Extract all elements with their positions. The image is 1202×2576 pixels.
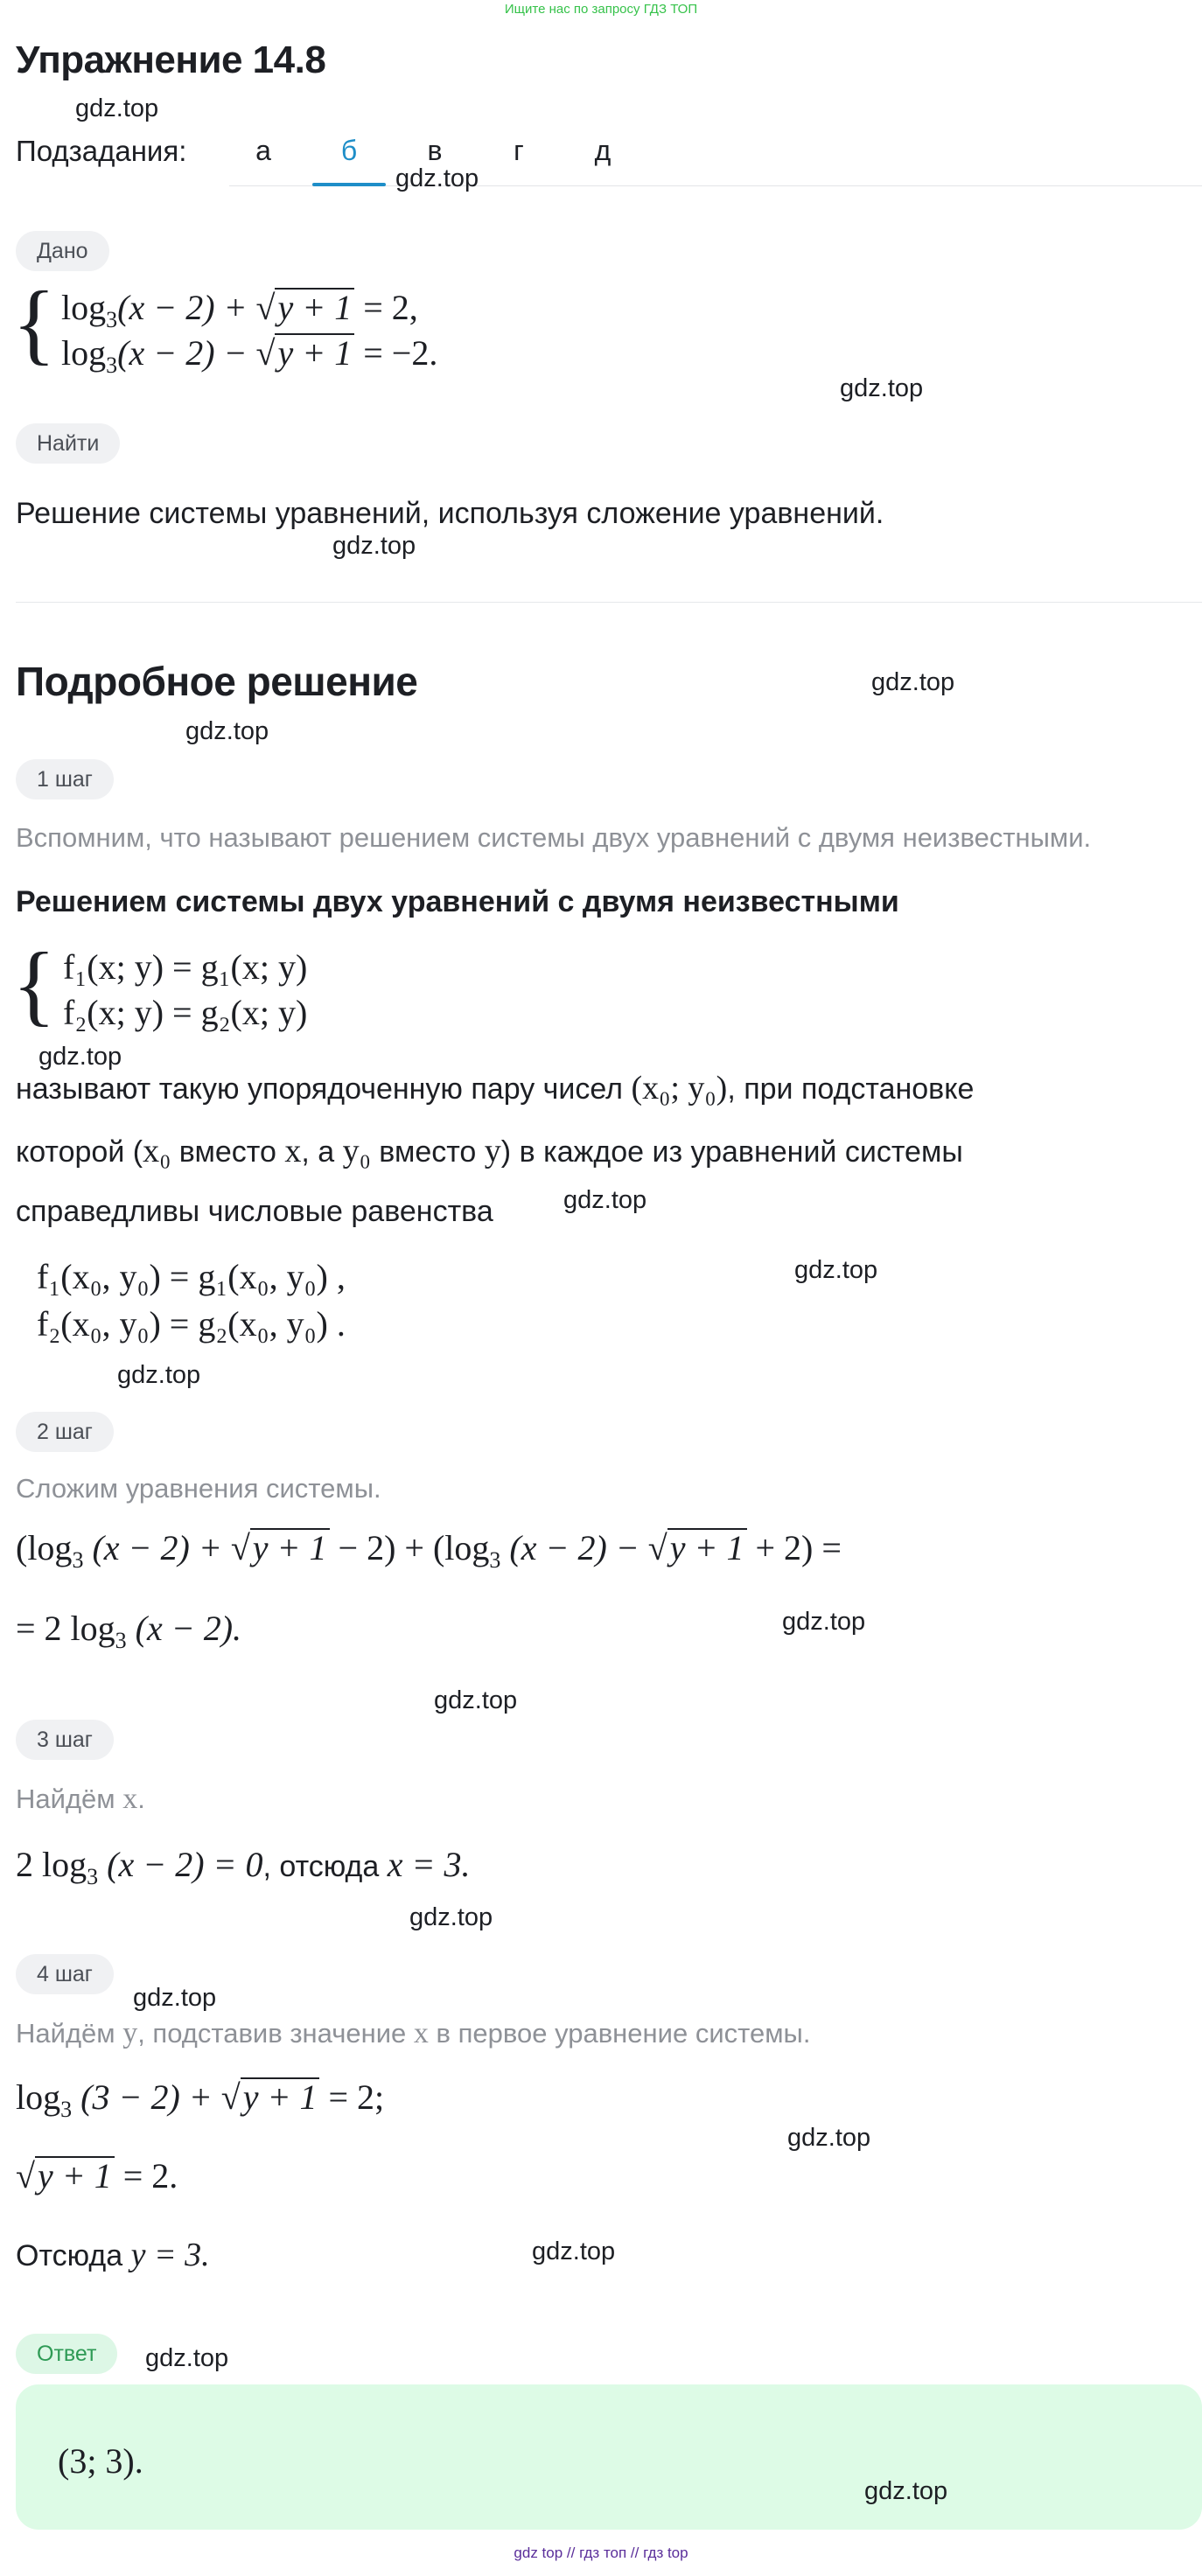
answer-value: (3; 3). — [58, 2441, 143, 2481]
watermark: gdz.top — [75, 94, 159, 122]
watermark: gdz.top — [185, 717, 269, 745]
page-title: Упражнение 14.8 — [16, 38, 326, 81]
given-badge: Дано — [16, 231, 109, 271]
step2-intro: Сложим уравнения системы. — [16, 1473, 381, 1504]
watermark: gdz.top — [532, 2237, 616, 2265]
active-tab-indicator — [312, 183, 386, 186]
step1-line-3: справедливы числовые равенства — [16, 1195, 493, 1228]
footer-links[interactable]: gdz top // гдз топ // гдз top — [514, 2545, 688, 2561]
step1-definition: Решением системы двух уравнений с двумя неизвестными — [16, 885, 899, 918]
tab-g[interactable]: г — [514, 135, 524, 166]
tab-v[interactable]: в — [427, 135, 443, 166]
section-divider — [16, 602, 1202, 603]
watermark: gdz.top — [782, 1608, 866, 1636]
watermark: gdz.top — [794, 1256, 878, 1284]
answer-badge: Ответ — [16, 2334, 117, 2374]
subtasks-label: Подзадания: — [16, 135, 187, 167]
watermark: gdz.top — [332, 532, 416, 560]
step4-badge: 4 шаг — [16, 1954, 114, 1994]
step4-equation-1: $\log_3 (3 - 2) + √y + 1 = 2$; — [16, 2077, 385, 2122]
system-brace: { — [12, 934, 56, 1035]
top-banner[interactable]: Ищите нас по запросу ГДЗ ТОП — [504, 2, 698, 17]
step4-equation-2: √y + 1 = 2. — [16, 2156, 178, 2196]
watermark: gdz.top — [145, 2344, 229, 2372]
watermark: gdz.top — [409, 1903, 493, 1931]
step1-badge: 1 шаг — [16, 759, 114, 799]
watermark: gdz.top — [133, 1984, 217, 2012]
step1-intro: Вспомним, что называют решением системы двух уравнений с двумя неизвестными. — [16, 822, 1092, 853]
watermark: gdz.top — [38, 1043, 122, 1071]
watermark: gdz.top — [563, 1186, 647, 1214]
step2-sum-line-2: = 2 $\log_3 (x - 2)$. — [16, 1609, 242, 1653]
step3-intro: Найдём x. — [16, 1783, 145, 1815]
watermark: gdz.top — [787, 2124, 871, 2152]
step2-sum-line-1: ($\log_3$ $(x - 2) + √y + 1 - 2) + (\log_3$ (x − 2) − √y + 1 + 2) = — [16, 1528, 842, 1573]
watermark: gdz.top — [871, 668, 955, 696]
watermark: gdz.top — [395, 164, 479, 192]
watermark: gdz.top — [117, 1361, 201, 1389]
step1-system-2: f₂(x; y) = g₂(x; y) — [63, 993, 308, 1032]
watermark: gdz.top — [434, 1686, 518, 1714]
tab-b[interactable]: б — [340, 135, 358, 166]
step4-conclusion: Отсюда y = 3. — [16, 2237, 210, 2273]
step1-line-1: называют такую упорядоченную пару чисел (x₀; y₀), при подстановке — [16, 1070, 975, 1106]
watermark: gdz.top — [840, 374, 924, 402]
step3-badge: 3 шаг — [16, 1720, 114, 1760]
find-badge: Найти — [16, 423, 120, 464]
given-equation-1: $\log_3(x - 2) + √y + 1 = 2$, — [61, 288, 418, 332]
system-brace: { — [12, 273, 56, 373]
answer-box — [16, 2384, 1202, 2530]
tab-a[interactable]: а — [255, 135, 271, 166]
tab-d[interactable]: д — [594, 135, 611, 166]
solution-title: Подробное решение — [16, 659, 418, 704]
watermark: gdz.top — [864, 2477, 948, 2505]
step1-equality-1: f₁(x₀, y₀) = g₁(x₀, y₀) , — [37, 1257, 346, 1296]
step1-equality-2: f₂(x₀, y₀) = g₂(x₀, y₀) . — [37, 1304, 346, 1344]
step1-line-2: которой (x₀ вместо x, а y₀ вместо y) в каждое из уравнений системы — [16, 1133, 963, 1169]
given-equation-2: $\log_3(x - 2) - √y + 1 = -2$. — [61, 333, 438, 378]
find-text: Решение системы уравнений, используя сложение уравнений. — [16, 497, 884, 530]
step4-intro: Найдём y, подставив значение x в первое уравнение системы. — [16, 2017, 811, 2049]
step1-system-1: f₁(x; y) = g₁(x; y) — [63, 947, 308, 987]
step3-equation: 2 $\log_3 (x - 2) = 0$, отсюда x = 3. — [16, 1845, 471, 1889]
step2-badge: 2 шаг — [16, 1412, 114, 1452]
